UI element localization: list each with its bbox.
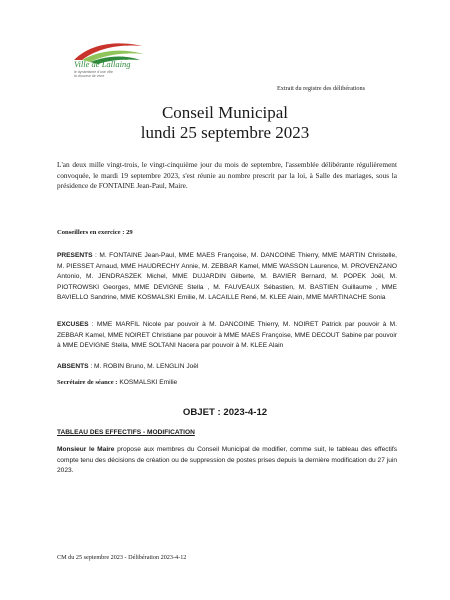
register-extract-label: Extrait du registre des délibérations [277,85,365,92]
page-title: Conseil Municipal [161,103,289,122]
logo-tagline-2: la douceur de vivre [74,74,105,78]
excuses-label: EXCUSES [57,321,89,328]
logo-swoosh-icon [60,38,160,100]
absents-list: : M. ROBIN Bruno, M. LENGLIN Joël [88,363,199,370]
secretaire-name: KOSMALSKI Emilie [117,379,178,386]
excuses-list: : MME MARFIL Nicole par pouvoir à M. DANCOINE Thierry, M. NOIRET Patrick par pouvoir à M. ZEBBAR Kamel, MME NOIRET Christiane par pouvoir à MME MAES Françoise, MME DECOUT Sabine par pouvoir à MME DEVIGNE Stella, MME SOLTANI Nacera par pouvoir à M. KLEE Alain [57,321,397,349]
body-subject: Monsieur le Maire [57,446,115,453]
section-title: TABLEAU DES EFFECTIFS - MODIFICATION [57,429,195,436]
secretaire-block [57,378,397,389]
intro-paragraph: L'an deux mille vingt-trois, le vingt-cinquième jour du mois de septembre, l'assemblée délibérante régulièrement convoquée, le mardi 19 septembre 2023, s'est réunie au nombre prescrit par la loi, à Salle des mariages, sous la présidence de FONTAINE Jean-Paul, Maire. [57,160,397,190]
body-text: propose aux membres du Conseil Municipal de modifier, comme suit, le tableau des effectifs compte tenu des décisions de création ou de suppression de postes prises depuis la dernière modification du 27 juin 2023. [57,446,397,474]
body-paragraph [57,445,397,477]
logo-name: Ville de Lallaing [74,59,131,69]
logo-tagline-1: le dynamisme d'une ville [74,70,114,74]
meeting-date: lundi 25 septembre 2023 [140,123,310,142]
presents-block [57,251,397,304]
secretaire-label: Secrétaire de séance : [57,379,118,386]
ville-logo [60,38,160,100]
conseillers-count: Conseillers en exercice : 29 [57,229,133,236]
presents-label: PRESENTS [57,252,93,259]
presents-list: : M. FONTAINE Jean-Paul, MME MAES Françoise, M. DANCOINE Thierry, MME MARTIN Christelle, M. PIESSET Arnaud, MME HAUDRECHY Annie, M. ZEBBAR Kamel, MME WASSON Laurence, M. PROVENZANO Antonio, M. JENDRASZEK Michel, MME DUJARDIN Gilberte, M. BAVIER Bernard, M. POPEK Joël, M. PIOTROWSKI Georges, MME DEVIGNE Stella , M. FAUVEAUX Sébastien, M. BASTIEN Guillaume , MME BAVIELLO Sandrine, MME KOSMALSKI Emilie, M. LACAILLE René, M. KLEE Alain, MME MARTINACHE Sonia [57,252,397,301]
logo-tagline [74,70,113,78]
excuses-block [57,320,397,352]
absents-block [57,362,397,373]
absents-label: ABSENTS [57,363,89,370]
objet-heading: OBJET : 2023-4-12 [182,407,268,418]
page-footer: CM du 25 septembre 2023 - Délibération 2023-4-12 [57,554,187,561]
